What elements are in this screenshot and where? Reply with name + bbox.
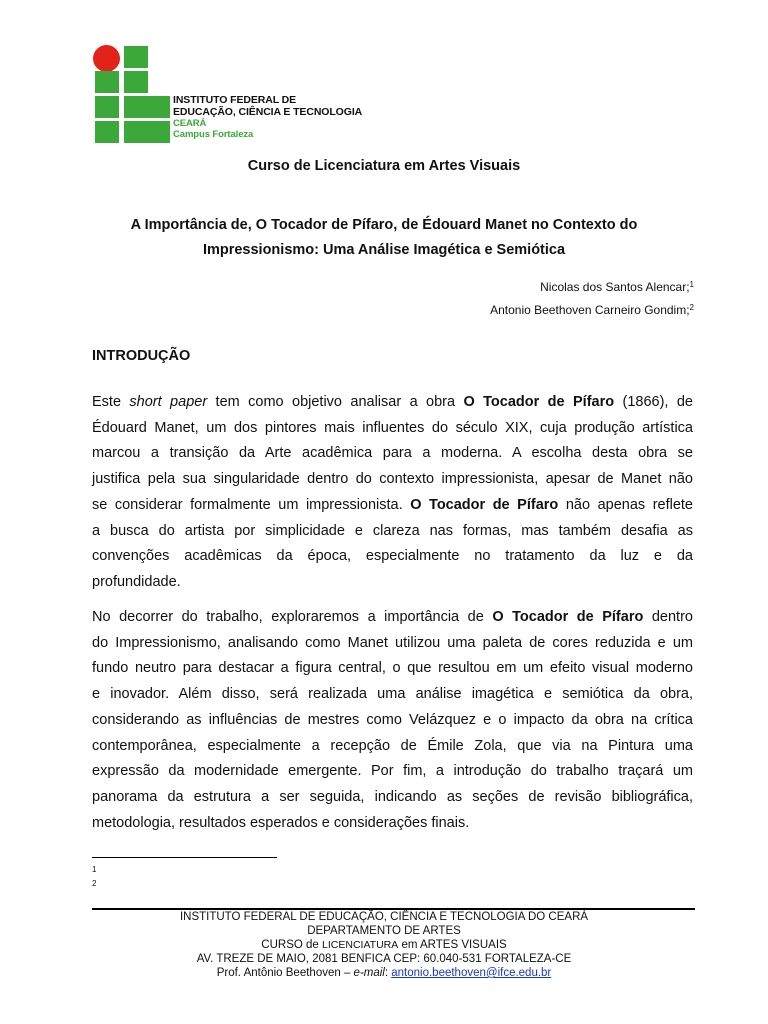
- author-1: [540, 280, 694, 294]
- author-1-name: Nicolas dos Santos Alencar;: [540, 280, 690, 294]
- author-2: [490, 303, 694, 317]
- course-name: Curso de Licenciatura em Artes Visuais: [247, 158, 521, 174]
- paper-title-line-1: A Importância de, O Tocador de Pífaro, de Édouard Manet no Contexto do: [130, 217, 638, 233]
- paragraph-line: expressão da modernidade emergente. Por fim, a introdução do trabalho traçará um: [92, 763, 693, 780]
- footer-institution: INSTITUTO FEDERAL DE EDUCAÇÃO, CIÊNCIA E TECNOLOGIA DO CEARÁ: [179, 911, 589, 923]
- paragraph-1: [92, 390, 693, 596]
- logo-line-2: EDUCAÇÃO, CIÊNCIA E TECNOLOGIA: [173, 106, 363, 118]
- logo-line-1: INSTITUTO FEDERAL DE: [173, 94, 297, 106]
- footnote-separator: [92, 857, 277, 858]
- author-2-footnote-ref[interactable]: 2: [689, 303, 694, 312]
- paragraph-2: [92, 605, 693, 836]
- logo-text: [173, 94, 362, 140]
- paragraph-line: marcou a transição da Arte acadêmica para a moderna. A escolha desta obra se: [92, 445, 693, 462]
- paper-title-line-2: Impressionismo: Uma Análise Imagética e Semiótica: [202, 242, 566, 258]
- paragraph-line: se considerar formalmente um impressionista. O Tocador de Pífaro não apenas reflete: [92, 496, 693, 513]
- paragraph-line: metodologia, resultados esperados e considerações finais.: [92, 814, 470, 831]
- logo-red-circle: [93, 45, 120, 72]
- logo-line-3: CEARÁ: [173, 118, 207, 129]
- footnote-2: 2: [92, 879, 97, 888]
- footer-address: AV. TREZE DE MAIO, 2081 BENFICA CEP: 60.040-531 FORTALEZA-CE: [196, 953, 572, 965]
- paragraph-line: do Impressionismo, analisando como Manet utilizou uma paleta de cores reduzida e um: [92, 634, 693, 651]
- paper-title: [0, 213, 768, 263]
- paragraph-line: considerando as influências de mestres como Velázquez e o impacto da obra na crítica: [92, 711, 693, 728]
- footnote-1: 1: [92, 865, 97, 874]
- footer-contact: Prof. Antônio Beethoven – e-mail: antonio.beethoven@ifce.edu.br: [216, 967, 552, 979]
- paragraph-line: No decorrer do trabalho, exploraremos a importância de O Tocador de Pífaro dentro: [92, 609, 693, 625]
- section-heading-introduction: INTRODUÇÃO: [92, 348, 191, 364]
- footer-email-link[interactable]: antonio.beethoven@ifce.edu.br: [391, 967, 552, 979]
- paragraph-line: fundo neutro para destacar a figura central, o que resultou em um efeito visual moderno: [92, 660, 693, 677]
- paragraph-line: convenções acadêmicas da época, especialmente no tratamento da luz e da: [92, 548, 693, 565]
- paragraph-line: Édouard Manet, um dos pintores mais influentes do século XIX, cuja produção artística: [92, 419, 693, 436]
- paragraph-line: e inovador. Além disso, será realizada uma análise imagética e semiótica da obra,: [92, 686, 693, 703]
- paragraph-line: profundidade.: [92, 573, 181, 590]
- footer-department: DEPARTAMENTO DE ARTES: [307, 925, 461, 937]
- author-2-name: Antonio Beethoven Carneiro Gondim;: [490, 303, 690, 317]
- author-1-footnote-ref[interactable]: 1: [689, 280, 694, 289]
- paragraph-line: panorama da estrutura a ser seguida, indicando as seções de revisão bibliográfica,: [92, 788, 693, 805]
- page-footer: [0, 910, 768, 980]
- paragraph-line: contemporânea, especialmente a recepção de Émile Zola, que via na Pintura uma: [92, 737, 693, 754]
- paragraph-line: Este short paper tem como objetivo analisar a obra O Tocador de Pífaro (1866), de: [92, 394, 693, 410]
- logo-line-4: Campus Fortaleza: [173, 129, 254, 140]
- paragraph-line: a busca do artista por simplicidade e clareza nas formas, mas também desafia as: [92, 522, 693, 539]
- paragraph-line: justifica pela sua singularidade dentro do contexto impressionista, apesar de Manet não: [92, 471, 693, 488]
- footer-course: CURSO de LICENCIATURA em ARTES VISUAIS: [261, 939, 507, 951]
